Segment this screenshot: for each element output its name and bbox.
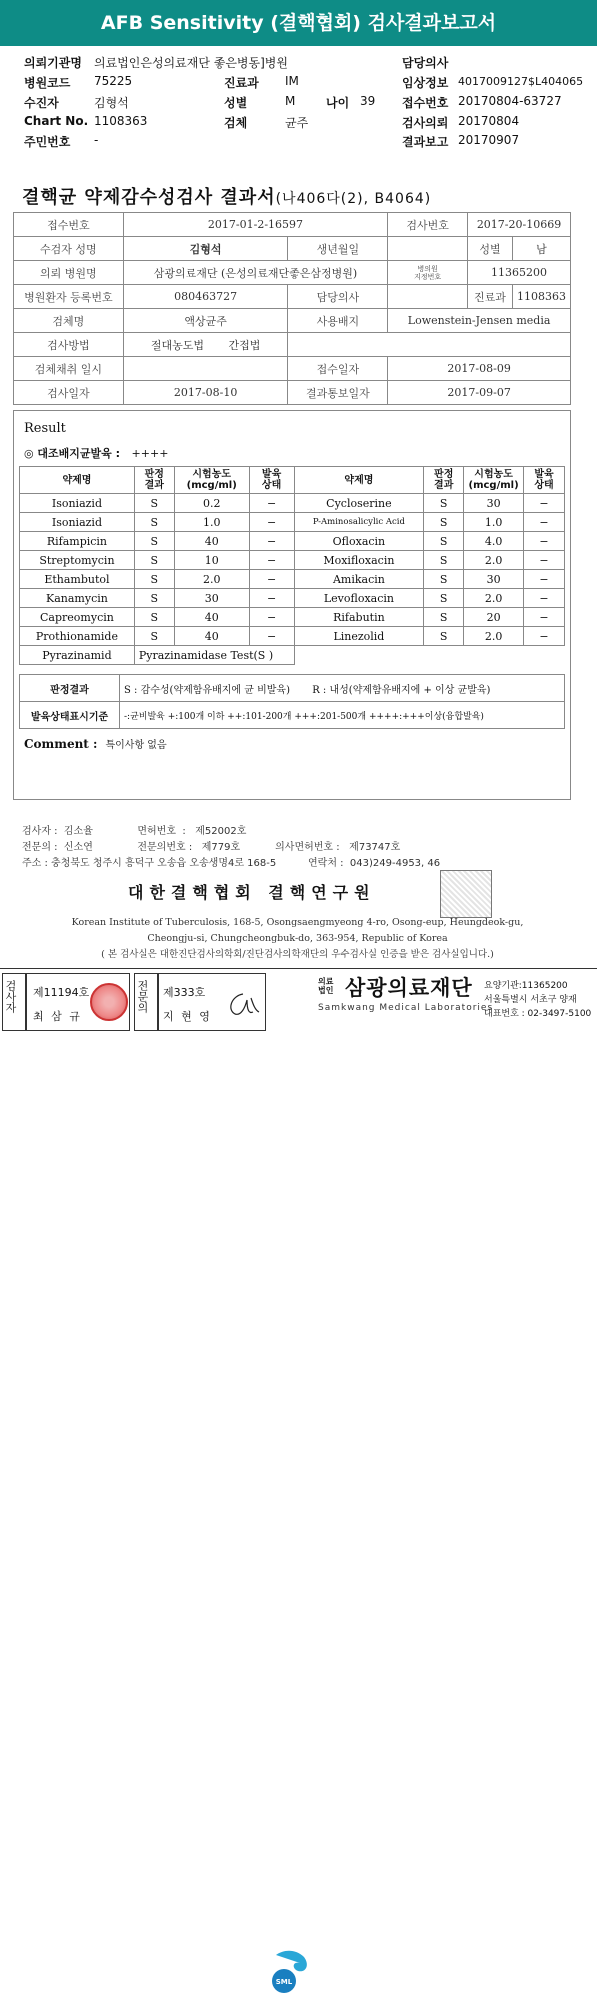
header-label: 임상정보	[402, 76, 449, 90]
drug-cell: Moxifloxacin	[294, 551, 424, 570]
legend-table	[19, 674, 565, 729]
header-value: 39	[360, 94, 376, 108]
header-value: IM	[285, 74, 299, 88]
corp-name: 삼광의료재단	[345, 976, 473, 1000]
hospital-name: 삼광의료재단 (은성의료재단좋은삼정병원)	[123, 261, 388, 285]
corp-tel: 대표번호 : 02-3497-5100	[484, 1009, 592, 1019]
header-label: 담당의사	[402, 56, 449, 70]
examiner-label-cell	[2, 973, 26, 1031]
col-header: 약제명	[294, 467, 424, 494]
drug-cell: S	[134, 589, 174, 608]
method: 절대농도법 간접법	[123, 333, 288, 357]
drug-table	[19, 466, 565, 665]
header-value: M	[285, 94, 296, 108]
drug-cell: −	[249, 589, 294, 608]
header-value: 김형석	[94, 96, 129, 110]
drug-cell: −	[524, 627, 565, 646]
header-label: 진료과	[224, 76, 259, 90]
specialist-name: 지 현 영	[163, 1010, 212, 1023]
col-header: 판정 결과	[424, 467, 464, 494]
receipt-no: 2017-01-2-16597	[123, 213, 388, 237]
document-subtitle: (나406다(2), B4064)	[275, 191, 432, 207]
patient-info-table	[13, 212, 571, 405]
drug-cell: S	[134, 551, 174, 570]
header-label: 성별	[224, 96, 248, 110]
header-label: Chart No.	[24, 114, 89, 128]
result-section	[13, 410, 571, 800]
drug-cell: Rifampicin	[20, 532, 135, 551]
staff-line-1: 검사자 : 김소율 면허번호 : 제52002호	[22, 826, 247, 837]
examiner-stamp	[90, 983, 128, 1021]
drug-cell: Prothionamide	[20, 627, 135, 646]
drug-cell: −	[249, 551, 294, 570]
corp-name-en: Samkwang Medical Laboratories	[318, 1003, 494, 1013]
header-value: 의료법인은성의료재단 좋은병동]병원	[94, 56, 288, 70]
header-value: -	[94, 133, 99, 147]
header-value: 75225	[94, 74, 133, 88]
col-header: 시험농도 (mcg/ml)	[464, 467, 524, 494]
method-blank	[288, 333, 571, 357]
institute-address: Korean Institute of Tuberculosis, 168-5, Osongsaengmyeong 4-ro, Osong-eup, Heungdeok-gu, Cheongju-si, Chungcheongbuk-do, 363-954, Republic of Korea ( 본 검사실은 대한진단검사의학회/진단검사의학재단의 우수검사실 인증을 받은 검사실입니다.)	[71, 917, 524, 960]
header-label: 의뢰기관명	[24, 56, 82, 70]
medium: Lowenstein-Jensen media	[388, 309, 571, 333]
drug-cell: −	[524, 570, 565, 589]
patient-label: 수검자 성명	[14, 237, 124, 261]
drug-cell: S	[424, 627, 464, 646]
col-header: 약제명	[20, 467, 135, 494]
drug-cell: 30	[464, 570, 524, 589]
drug-cell: S	[134, 494, 174, 513]
drug-cell: S	[134, 608, 174, 627]
drug-cell: Levofloxacin	[294, 589, 424, 608]
doctor-label: 담당의사	[288, 285, 388, 309]
drug-cell: 40	[174, 627, 249, 646]
drug-cell: Rifabutin	[294, 608, 424, 627]
drug-cell: 1.0	[174, 513, 249, 532]
drug-row	[20, 513, 565, 532]
pza-name: Pyrazinamid	[20, 646, 135, 665]
drug-cell: 40	[174, 608, 249, 627]
drug-cell: −	[524, 551, 565, 570]
test-date: 2017-08-10	[123, 381, 288, 405]
drug-cell: Amikacin	[294, 570, 424, 589]
drug-cell: Isoniazid	[20, 513, 135, 532]
drug-cell: −	[524, 608, 565, 627]
drug-cell: S	[424, 608, 464, 627]
specialist-license: 제333호	[163, 986, 206, 999]
header-value: 4017009127$L404065	[458, 75, 584, 88]
received-label: 접수일자	[288, 357, 388, 381]
drug-row	[20, 551, 565, 570]
drug-cell: −	[249, 608, 294, 627]
drug-cell: S	[424, 551, 464, 570]
hospital-label: 의뢰 병원명	[14, 261, 124, 285]
drug-cell: 4.0	[464, 532, 524, 551]
corp-prefix: 의료 법인	[318, 977, 334, 995]
designated-label: 병의원 지정번호	[388, 261, 468, 285]
drug-cell: Kanamycin	[20, 589, 135, 608]
pza-test: Pyrazinamidase Test(S )	[134, 646, 294, 665]
drug-cell: Linezolid	[294, 627, 424, 646]
examiner-label: 검사자	[4, 980, 17, 1013]
drug-cell: Ofloxacin	[294, 532, 424, 551]
drug-cell: −	[249, 532, 294, 551]
drug-cell: 1.0	[464, 513, 524, 532]
header-label: 병원코드	[24, 76, 71, 90]
legend-value: S : 감수성(약제함유배지에 균 비발육) R : 내성(약제함유배지에 + 이상 균발육)	[120, 675, 565, 702]
header-value: 20170804	[458, 114, 520, 128]
corp-address: 서울특별시 서초구 양재	[484, 995, 577, 1005]
drug-cell: 20	[464, 608, 524, 627]
drug-cell: −	[249, 570, 294, 589]
corp-code: 요양기관:11365200	[484, 981, 568, 991]
pza-row	[20, 646, 565, 665]
drug-cell: −	[249, 513, 294, 532]
examiner-license: 제11194호	[33, 986, 90, 999]
drug-cell: 30	[464, 494, 524, 513]
drug-cell: 2.0	[464, 589, 524, 608]
staff-line-2: 전문의 : 신소연 전문의번호 : 제779호 의사면허번호 : 제73747호	[22, 842, 401, 853]
result-title: Result	[24, 421, 66, 436]
col-header: 판정 결과	[134, 467, 174, 494]
drug-row	[20, 570, 565, 589]
sex: 남	[512, 237, 570, 261]
drug-cell: S	[424, 589, 464, 608]
report-date: 2017-09-07	[388, 381, 571, 405]
drug-row	[20, 608, 565, 627]
specialist-label-cell	[134, 973, 158, 1031]
drug-cell: −	[524, 494, 565, 513]
drug-cell: S	[424, 494, 464, 513]
header-label: 수진자	[24, 96, 59, 110]
test-no-label: 검사번호	[388, 213, 468, 237]
specimen-label: 검체명	[14, 309, 124, 333]
drug-cell: 0.2	[174, 494, 249, 513]
drug-cell: S	[134, 513, 174, 532]
legend-value: -:균비발육 +:100개 이하 ++:101-200개 +++:201-500개 ++++:+++이상(융합발육)	[120, 702, 565, 729]
drug-cell: −	[524, 589, 565, 608]
pza-blank	[294, 646, 564, 665]
drug-cell: Capreomycin	[20, 608, 135, 627]
doctor	[388, 285, 468, 309]
registration-label: 병원환자 등록번호	[14, 285, 124, 309]
signature-icon	[221, 988, 261, 1022]
col-header: 발육 상태	[249, 467, 294, 494]
legend-label: 발육상태표시기준	[20, 702, 120, 729]
specialist-label: 전문의	[136, 980, 149, 1013]
test-date-label: 검사일자	[14, 381, 124, 405]
drug-cell: S	[424, 532, 464, 551]
header-value: 20170804-63727	[458, 94, 562, 108]
drug-cell: Cycloserine	[294, 494, 424, 513]
drug-cell: S	[424, 513, 464, 532]
col-header: 시험농도 (mcg/ml)	[174, 467, 249, 494]
control-colony: ◎ 대조배지균발육 : ++++	[24, 447, 169, 460]
sex-label: 성별	[468, 237, 513, 261]
drug-cell: Isoniazid	[20, 494, 135, 513]
drug-cell: Ethambutol	[20, 570, 135, 589]
drug-cell: −	[524, 513, 565, 532]
report-title: AFB Sensitivity (결핵협회) 검사결과보고서	[0, 0, 597, 46]
header-label: 결과보고	[402, 135, 449, 149]
staff-line-3: 주소 : 충청북도 청주시 흥덕구 오송읍 오송생명4로 168-5 연락처 : 043)249-4953, 46	[22, 858, 441, 869]
dob-label: 생년월일	[288, 237, 388, 261]
drug-cell: −	[524, 532, 565, 551]
patient-name: 김형석	[123, 237, 288, 261]
specialist-cell	[158, 973, 266, 1031]
drug-row	[20, 494, 565, 513]
header-label: 접수번호	[402, 96, 449, 110]
medium-label: 사용배지	[288, 309, 388, 333]
designated-no: 11365200	[468, 261, 571, 285]
col-header: 발육 상태	[524, 467, 565, 494]
sml-logo-icon	[270, 1947, 310, 1993]
drug-cell: 2.0	[174, 570, 249, 589]
test-no: 2017-20-10669	[468, 213, 571, 237]
header-row-0	[24, 54, 288, 71]
header-label: 나이	[326, 96, 350, 110]
official-seal	[440, 870, 492, 918]
registration-no: 080463727	[123, 285, 288, 309]
header-label: 검체	[224, 116, 248, 130]
dept-label: 진료과	[468, 285, 513, 309]
comment: Comment : 특이사항 없음	[24, 737, 167, 751]
header-value: 1108363	[94, 114, 148, 128]
drug-row	[20, 532, 565, 551]
header-value: 균주	[285, 116, 309, 130]
drug-cell: 2.0	[464, 627, 524, 646]
report-date-label: 결과통보일자	[288, 381, 388, 405]
institute-name: 대한결핵협회 결핵연구원	[128, 883, 376, 902]
document-title: 결핵균 약제감수성검사 결과서(나406다(2), B4064)	[22, 187, 432, 208]
drug-cell: P-Aminosalicylic Acid	[294, 513, 424, 532]
drug-cell: S	[134, 627, 174, 646]
collect	[123, 357, 288, 381]
drug-table-header	[20, 467, 565, 494]
drug-cell: 2.0	[464, 551, 524, 570]
header-value: 20170907	[458, 133, 520, 147]
drug-cell: 30	[174, 589, 249, 608]
dept: 1108363	[512, 285, 570, 309]
collect-label: 검체채취 일시	[14, 357, 124, 381]
drug-cell: 40	[174, 532, 249, 551]
legend-label: 판정결과	[20, 675, 120, 702]
received-date: 2017-08-09	[388, 357, 571, 381]
specimen: 액상균주	[123, 309, 288, 333]
drug-cell: S	[424, 570, 464, 589]
header-label: 검사의뢰	[402, 116, 449, 130]
drug-row	[20, 589, 565, 608]
drug-cell: 10	[174, 551, 249, 570]
dob	[388, 237, 468, 261]
drug-cell: −	[249, 627, 294, 646]
drug-cell: S	[134, 570, 174, 589]
drug-cell: −	[249, 494, 294, 513]
sml-logo-text: SML	[275, 1978, 293, 1986]
drug-cell: Streptomycin	[20, 551, 135, 570]
receipt-no-label: 접수번호	[14, 213, 124, 237]
examiner-name: 최 삼 규	[33, 1010, 82, 1023]
drug-cell: S	[134, 532, 174, 551]
drug-row	[20, 627, 565, 646]
header-label: 주민번호	[24, 135, 71, 149]
method-label: 검사방법	[14, 333, 124, 357]
